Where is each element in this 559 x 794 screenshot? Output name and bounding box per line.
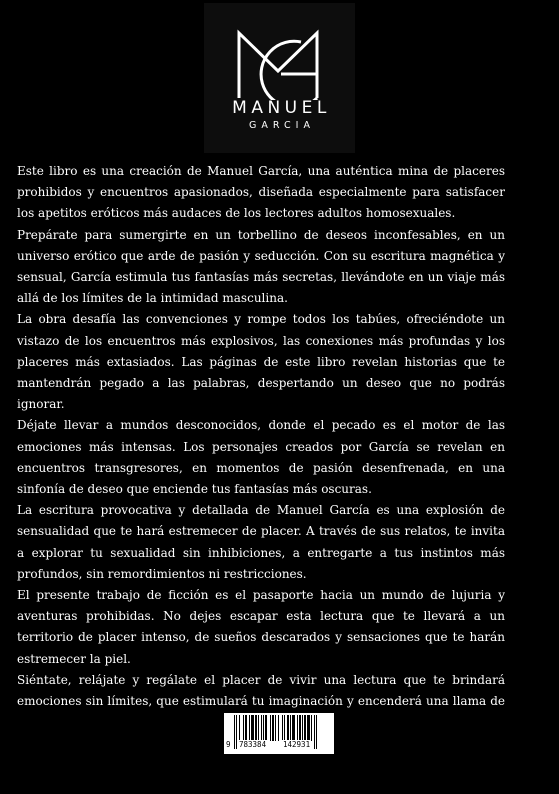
blurb-paragraph: Prepárate para sumergirte en un torbellino de deseos inconfesables, en un universo erótico que arde de pasión y seducción. Con su escritura magnética y sensual, García estimula tus fantasías más secretas, llevándote en un viaje más allá de los límites de la intimidad masculina. (17, 227, 505, 306)
blurb-paragraph: Déjate llevar a mundos desconocidos, donde el pecado es el motor de las emociones más intensas. Los personajes creados por García se revelan en encuentros transgresores, en momentos de pasión desenfrenada, en una sinfonía de deseo que enciende tus fantasías más oscuras. (17, 418, 505, 497)
author-logo (204, 3, 355, 153)
barcode-lead-digit: 9 (226, 740, 231, 749)
blurb-paragraph: La escritura provocativa y detallada de Manuel García es una explosión de sensualidad que te hará estremecer de placer. A través de sus relatos, te invita a explorar tu sexualidad sin inhibiciones, a entregarte a tus instintos más profundos, sin remordimientos ni restricciones. (17, 503, 505, 581)
back-cover-blurb (17, 161, 505, 709)
blurb-paragraph: El presente trabajo de ficción es el pasaporte hacia un mundo de lujuria y aventuras prohibidas. No dejes escapar esta lectura que te llevará a un territorio de placer intenso, de sueños descarados y sensaciones que te harán estremecer la piel. (17, 588, 505, 666)
blurb-paragraph: La obra desafía las convenciones y rompe todos los tabúes, ofreciéndote un vistazo de los encuentros más explosivos, las conexiones más profundas y los placeres más extasiados. Las páginas de este libro revelan historias que te mantendrán pegado a las palabras, despertando un deseo que no podrás ignorar. (17, 312, 505, 412)
logo-name: MANUEL (232, 98, 331, 118)
barcode-right-group: 142931 (283, 740, 311, 749)
blurb-paragraph: Siéntate, relájate y regálate el placer de vivir una lectura que te brindará emociones sin límites, que estimulará tu imaginación y encenderá una llama de (17, 672, 505, 709)
blurb-paragraph: Este libro es una creación de Manuel García, una auténtica mina de placeres prohibidos y encuentros apasionados, diseñada especialmente para satisfacer los apetitos eróticos más audaces de los lectores adultos homosexuales. (17, 164, 505, 221)
logo-surname: GARCIA (249, 120, 315, 131)
mg-monogram-icon (231, 26, 327, 100)
isbn-barcode (224, 713, 334, 754)
barcode-digits (224, 740, 334, 752)
barcode-left-group: 783384 (239, 740, 267, 749)
